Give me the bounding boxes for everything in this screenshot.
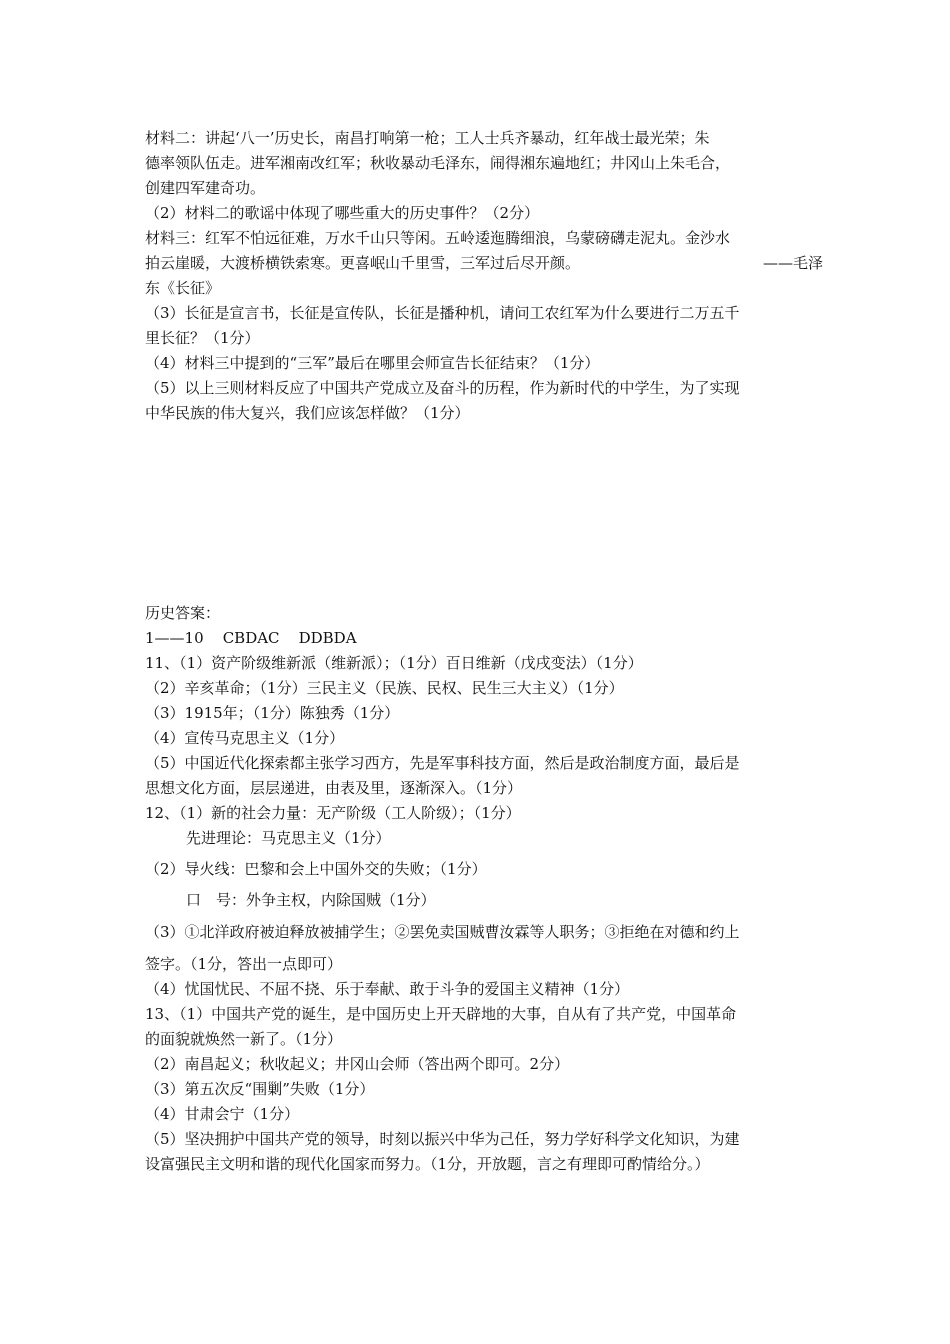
answers-heading: 历史答案：: [145, 604, 221, 622]
answer-11: （4）宣传马克思主义（1分）: [145, 729, 345, 747]
material2-line: 创建四军建奇功。: [145, 179, 266, 197]
material2-line: 德率领队伍走。进军湘南改红军；秋收暴动毛泽东，闹得湘东遍地红；井冈山上朱毛合，: [145, 154, 731, 172]
answer-13: 的面貌就焕然一新了。（1分）: [145, 1030, 343, 1048]
answer-12: 签字。（1分，答出一点即可）: [145, 955, 343, 973]
answer-11: 思想文化方面，层层递进，由表及里，逐渐深入。（1分）: [145, 779, 523, 797]
question-2: （2）材料二的歌谣中体现了哪些重大的历史事件？（2分）: [145, 204, 540, 222]
answer-12: （3）①北洋政府被迫释放被捕学生；②罢免卖国贼曹汝霖等人职务；③拒绝在对德和约上: [145, 923, 740, 941]
answer-13: （5）坚决拥护中国共产党的领导，时刻以振兴中华为己任，努力学好科学文化知识，为建: [145, 1130, 740, 1148]
question-5: （5）以上三则材料反应了中国共产党成立及奋斗的历程，作为新时代的中学生，为了实现: [145, 379, 740, 397]
material3-attribution-cont: 东《长征》: [145, 279, 221, 297]
answer-12: 口 号：外争主权，内除国贼（1分）: [186, 891, 436, 909]
answer-12: （2）导火线：巴黎和会上中国外交的失败；（1分）: [145, 860, 487, 878]
material3-line: 拍云崖暖，大渡桥横铁索寒。更喜岷山千里雪，三军过后尽开颜。: [145, 254, 581, 272]
answer-13: 13、（1）中国共产党的诞生，是中国历史上开天辟地的大事，自从有了共产党，中国革命: [145, 1005, 737, 1023]
question-5: 中华民族的伟大复兴，我们应该怎样做？（1分）: [145, 404, 470, 422]
answer-13: 设富强民主文明和谐的现代化国家而努力。（1分，开放题，言之有理即可酌情给分。）: [145, 1155, 710, 1173]
question-3: 里长征？（1分）: [145, 329, 260, 347]
answer-12: （4）忧国忧民、不屈不挠、乐于奉献、敢于斗争的爱国主义精神（1分）: [145, 980, 630, 998]
answer-11: （3）1915年；（1分）陈独秀（1分）: [145, 704, 400, 722]
question-4: （4）材料三中提到的“三军”最后在哪里会师宣告长征结束？（1分）: [145, 354, 600, 372]
answers-multiple-choice: 1——10 CBDAC DDBDA: [145, 629, 357, 647]
answer-12: 先进理论：马克思主义（1分）: [186, 829, 391, 847]
answer-13: （2）南昌起义；秋收起义；井冈山会师（答出两个即可。2分）: [145, 1055, 570, 1073]
material3-attribution: ——毛泽: [763, 254, 824, 272]
material2-line: 材料二：讲起‘八一’历史长，南昌打响第一枪；工人士兵齐暴动，红年战士最光荣；朱: [145, 129, 710, 147]
answer-13: （4）甘肃会宁（1分）: [145, 1105, 300, 1123]
answer-11: 11、（1）资产阶级维新派（维新派）；（1分）百日维新（戊戌变法）（1分）: [145, 654, 643, 672]
answer-12: 12、（1）新的社会力量：无产阶级（工人阶级）；（1分）: [145, 804, 521, 822]
answer-11: （2）辛亥革命；（1分）三民主义（民族、民权、民生三大主义）（1分）: [145, 679, 624, 697]
answer-11: （5）中国近代化探索都主张学习西方，先是军事科技方面，然后是政治制度方面，最后是: [145, 754, 740, 772]
question-3: （3）长征是宣言书，长征是宣传队，长征是播种机，请问工农红军为什么要进行二万五千: [145, 304, 740, 322]
material3-line: 材料三：红军不怕远征难，万水千山只等闲。五岭逶迤腾细浪，乌蒙磅礴走泥丸。金沙水: [145, 229, 731, 247]
answer-13: （3）第五次反“围剿”失败（1分）: [145, 1080, 375, 1098]
